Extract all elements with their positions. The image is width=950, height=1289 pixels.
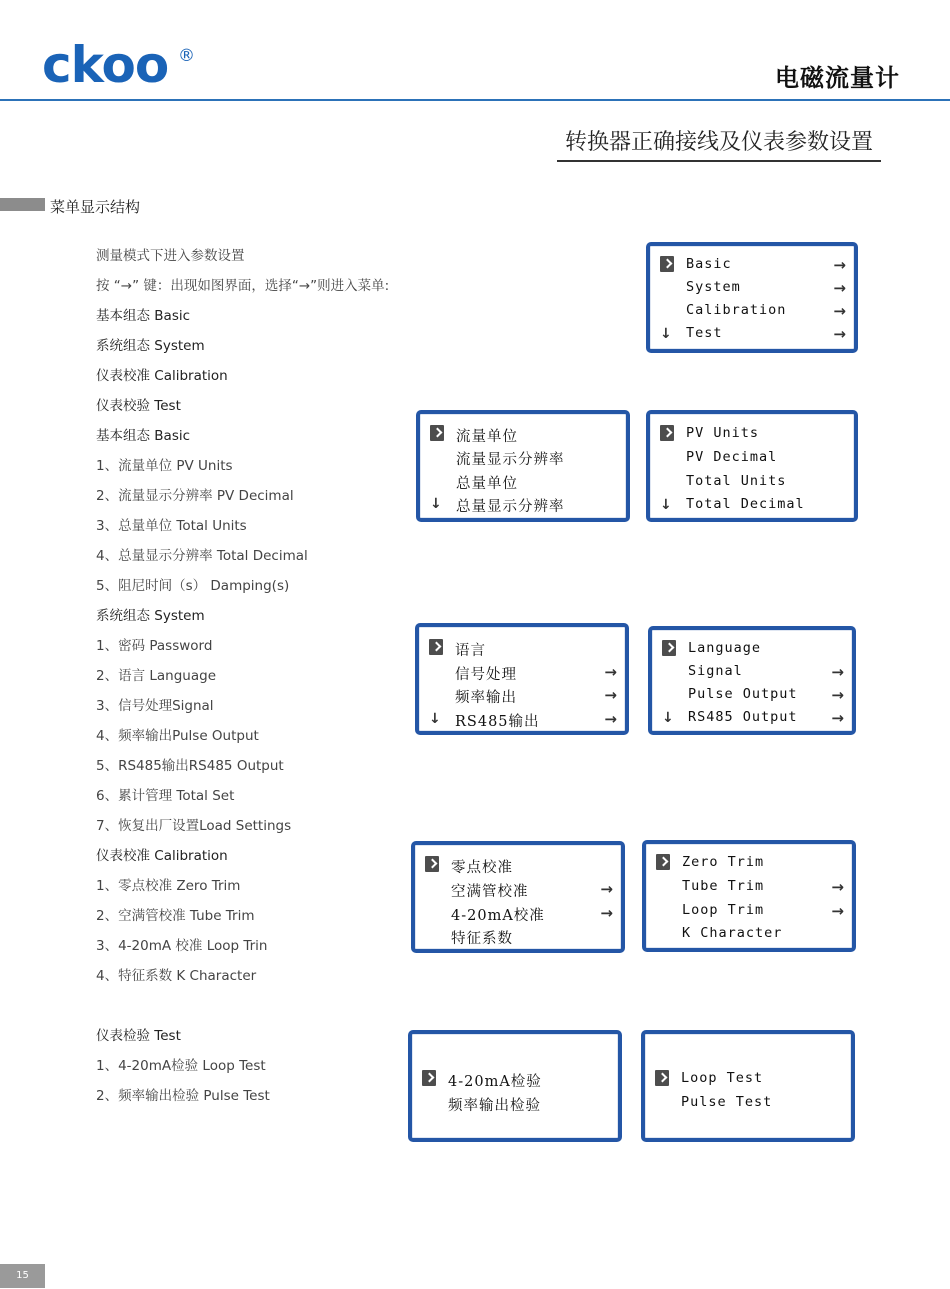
- menu-item-calibration: Calibration: [686, 302, 787, 318]
- lcd-row: [419, 637, 625, 659]
- line-system-heading: 系统组态 System: [96, 608, 205, 624]
- header-title: 电磁流量计: [775, 64, 900, 92]
- lcd-row: [412, 1068, 618, 1090]
- menu-item-k-character: K Character: [682, 925, 783, 941]
- menu-item-pv-units: PV Units: [686, 425, 760, 441]
- line-tube-trim: 2、空满管校准 Tube Trim: [96, 908, 255, 924]
- line-total-units: 3、总量单位 Total Units: [96, 518, 247, 534]
- lcd-row: [650, 300, 854, 322]
- scroll-down-icon: ↓: [660, 326, 672, 342]
- line-pv-decimal: 2、流量显示分辨率 PV Decimal: [96, 488, 294, 504]
- scroll-down-icon: ↓: [660, 497, 672, 513]
- lcd-test-zh: [408, 1030, 622, 1142]
- lcd-main-menu: [646, 242, 858, 353]
- menu-item-loop-test-zh: 4-20mA检验: [448, 1074, 542, 1090]
- line-password: 1、密码 Password: [96, 638, 213, 654]
- lcd-row: [652, 707, 852, 729]
- menu-item-total-units-zh: 总量单位: [456, 476, 518, 492]
- menu-item-tube-trim: Tube Trim: [682, 878, 765, 894]
- submenu-arrow-icon: →: [833, 302, 846, 320]
- menu-item-loop-trim: Loop Trim: [682, 902, 765, 918]
- selected-arrow-icon: [662, 640, 676, 656]
- selected-arrow-icon: [422, 1070, 436, 1086]
- submenu-arrow-icon: →: [600, 904, 613, 922]
- menu-item-language: Language: [688, 640, 762, 656]
- menu-item-rs485-zh: RS485输出: [455, 714, 540, 730]
- line-calibration: 仪表校准 Calibration: [96, 368, 228, 384]
- submenu-arrow-icon: →: [833, 279, 846, 297]
- scroll-down-icon: ↓: [430, 496, 442, 512]
- lcd-basic-zh: [416, 410, 630, 522]
- submenu-arrow-icon: →: [833, 325, 846, 343]
- lcd-row: [650, 423, 854, 445]
- line-basic: 基本组态 Basic: [96, 308, 191, 324]
- line-total-decimal: 4、总量显示分辨率 Total Decimal: [96, 548, 308, 564]
- scroll-down-icon: ↓: [429, 711, 441, 727]
- menu-item-total-units: Total Units: [686, 473, 787, 489]
- line-language: 2、语言 Language: [96, 668, 217, 684]
- menu-item-zero-trim: Zero Trim: [682, 854, 765, 870]
- line-test: 仪表校验 Test: [96, 398, 181, 414]
- registered-mark: ®: [178, 46, 195, 66]
- lcd-row: [420, 493, 626, 515]
- lcd-row: [415, 902, 621, 924]
- menu-item-rs485: RS485 Output: [688, 709, 798, 725]
- lcd-row: [650, 447, 854, 469]
- line-pv-units: 1、流量单位 PV Units: [96, 458, 233, 474]
- selected-arrow-icon: [660, 425, 674, 441]
- line-rs485: 5、RS485输出RS485 Output: [96, 758, 284, 774]
- submenu-arrow-icon: →: [604, 710, 617, 728]
- line-intro: 测量模式下进入参数设置: [96, 248, 245, 264]
- line-damping: 5、阻尼时间（s） Damping(s): [96, 578, 290, 594]
- menu-item-total-decimal-zh: 总量显示分辨率: [456, 499, 565, 515]
- lcd-row: [650, 323, 854, 345]
- lcd-row: [650, 494, 854, 516]
- lcd-system-zh: [415, 623, 629, 735]
- submenu-arrow-icon: →: [831, 686, 844, 704]
- lcd-row: [650, 471, 854, 493]
- submenu-arrow-icon: →: [831, 902, 844, 920]
- line-calibration-heading: 仪表校准 Calibration: [96, 848, 228, 864]
- selected-arrow-icon: [655, 1070, 669, 1086]
- menu-item-signal-zh: 信号处理: [455, 667, 517, 683]
- page-number: 15: [0, 1264, 45, 1288]
- menu-item-loop-trim-zh: 4-20mA校准: [451, 908, 545, 924]
- line-loop-trim: 3、4-20mA 校准 Loop Trin: [96, 938, 268, 954]
- line-signal: 3、信号处理Signal: [96, 698, 214, 714]
- lcd-row: [646, 852, 852, 874]
- lcd-row: [420, 470, 626, 492]
- menu-item-test: Test: [686, 325, 723, 341]
- line-basic-heading: 基本组态 Basic: [96, 428, 191, 444]
- lcd-test-en: [641, 1030, 855, 1142]
- lcd-basic-en: [646, 410, 858, 522]
- line-loop-test: 1、4-20mA检验 Loop Test: [96, 1058, 266, 1074]
- menu-item-signal: Signal: [688, 663, 743, 679]
- line-zero-trim: 1、零点校准 Zero Trim: [96, 878, 241, 894]
- lcd-system-en: [648, 626, 856, 735]
- lcd-row: [652, 684, 852, 706]
- header-divider: [0, 99, 950, 101]
- lcd-row: [420, 446, 626, 468]
- selected-arrow-icon: [429, 639, 443, 655]
- lcd-row: [415, 925, 621, 947]
- selected-arrow-icon: [656, 854, 670, 870]
- submenu-arrow-icon: →: [600, 880, 613, 898]
- line-total-set: 6、累计管理 Total Set: [96, 788, 235, 804]
- lcd-row: [650, 254, 854, 276]
- selected-arrow-icon: [660, 256, 674, 272]
- lcd-calibration-en: [642, 840, 856, 952]
- lcd-row: [412, 1092, 618, 1114]
- submenu-arrow-icon: →: [831, 878, 844, 896]
- line-system: 系统组态 System: [96, 338, 205, 354]
- lcd-row: [650, 277, 854, 299]
- line-instruction: 按 “→” 键：出现如图界面，选择“→”则进入菜单:: [96, 278, 390, 294]
- lcd-row: [646, 900, 852, 922]
- lcd-row: [419, 684, 625, 706]
- menu-item-zero-trim-zh: 零点校准: [451, 860, 513, 876]
- menu-item-loop-test: Loop Test: [681, 1070, 764, 1086]
- lcd-row: [415, 878, 621, 900]
- menu-item-language-zh: 语言: [455, 643, 486, 659]
- menu-item-pulse-test: Pulse Test: [681, 1094, 773, 1110]
- subhead-bar: [0, 198, 45, 211]
- line-test-heading: 仪表检验 Test: [96, 1028, 181, 1044]
- lcd-row: [645, 1092, 851, 1114]
- menu-item-pulse-output: Pulse Output: [688, 686, 798, 702]
- menu-item-pulse-test-zh: 频率输出检验: [448, 1098, 541, 1114]
- lcd-row: [645, 1068, 851, 1090]
- menu-item-basic: Basic: [686, 256, 732, 272]
- lcd-row: [420, 423, 626, 445]
- selected-arrow-icon: [425, 856, 439, 872]
- submenu-arrow-icon: →: [831, 663, 844, 681]
- menu-item-tube-trim-zh: 空满管校准: [451, 884, 529, 900]
- line-pulse-test: 2、频率输出检验 Pulse Test: [96, 1088, 270, 1104]
- menu-item-pv-units-zh: 流量单位: [456, 429, 518, 445]
- lcd-row: [419, 661, 625, 683]
- menu-item-system: System: [686, 279, 741, 295]
- menu-item-pulse-output-zh: 频率输出: [455, 690, 517, 706]
- line-pulse-output: 4、频率输出Pulse Output: [96, 728, 259, 744]
- subhead-title: 菜单显示结构: [50, 198, 141, 216]
- submenu-arrow-icon: →: [604, 663, 617, 681]
- section-title: 转换器正确接线及仪表参数设置: [557, 125, 881, 162]
- menu-item-pv-decimal-zh: 流量显示分辨率: [456, 452, 565, 468]
- menu-item-total-decimal: Total Decimal: [686, 496, 805, 512]
- submenu-arrow-icon: →: [833, 256, 846, 274]
- lcd-row: [646, 923, 852, 945]
- lcd-row: [652, 638, 852, 660]
- lcd-row: [652, 661, 852, 683]
- submenu-arrow-icon: →: [831, 709, 844, 727]
- lcd-row: [419, 708, 625, 730]
- selected-arrow-icon: [430, 425, 444, 441]
- lcd-row: [646, 876, 852, 898]
- line-load-settings: 7、恢复出厂设置Load Settings: [96, 818, 292, 834]
- submenu-arrow-icon: →: [604, 686, 617, 704]
- scroll-down-icon: ↓: [662, 710, 674, 726]
- lcd-calibration-zh: [411, 841, 625, 953]
- ckoo-logo: ckoo: [42, 36, 169, 94]
- line-k-character: 4、特征系数 K Character: [96, 968, 257, 984]
- menu-item-k-character-zh: 特征系数: [451, 931, 513, 947]
- menu-item-pv-decimal: PV Decimal: [686, 449, 778, 465]
- lcd-row: [415, 854, 621, 876]
